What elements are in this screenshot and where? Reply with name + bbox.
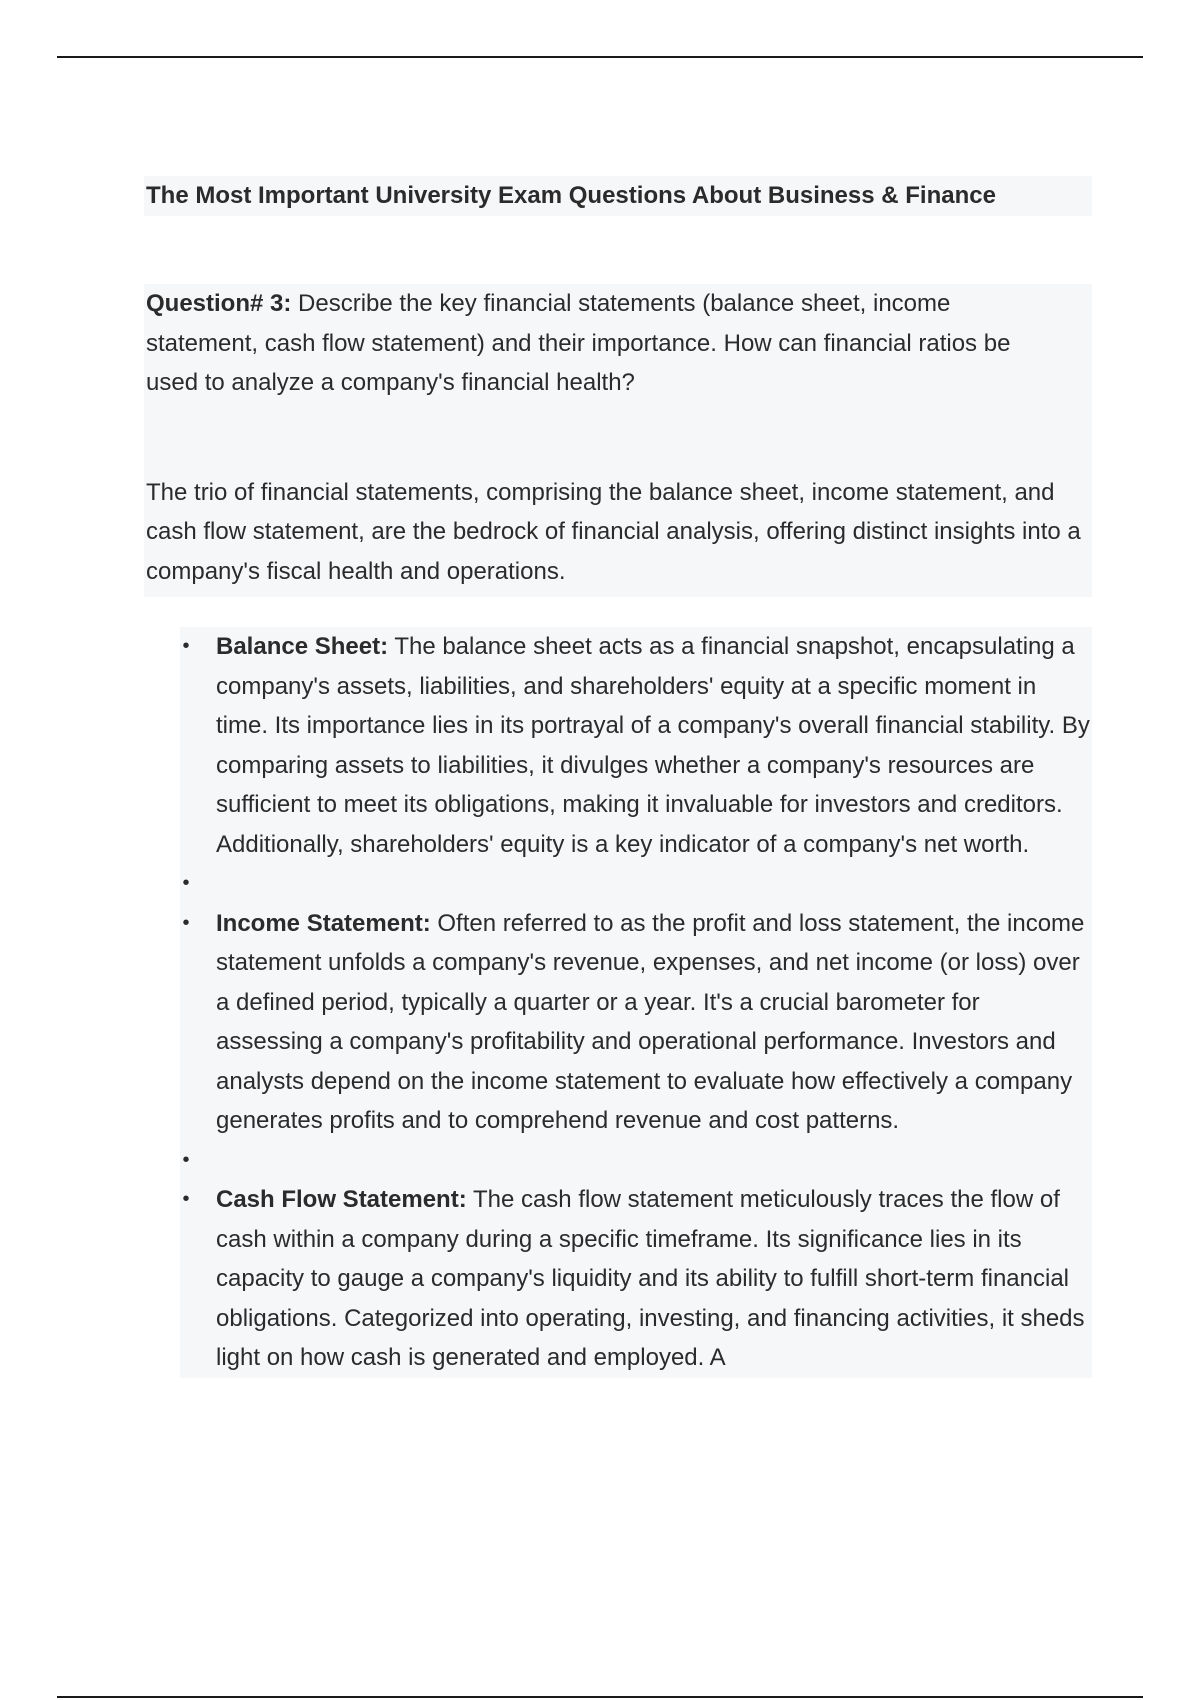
bullet-icon: • bbox=[182, 1188, 190, 1210]
footer-rule bbox=[57, 1696, 1143, 1698]
list-item-text: Often referred to as the profit and loss statement, the income statement unfolds a company's revenue, expenses, and net income (or loss) over a defined period, typically a quarter or a year. It's a crucial barometer for assessing a company's profitability and operational performance. Investors and analysts depend on the income statement to evaluate how effectively a company generates profits and to comprehend revenue and cost patterns. bbox=[216, 909, 1085, 1134]
bullet-icon: • bbox=[182, 1148, 190, 1171]
question-paragraph bbox=[146, 284, 1066, 403]
question-block bbox=[144, 284, 1092, 597]
bullet-icon: • bbox=[182, 635, 190, 657]
list-item-balance-sheet bbox=[180, 627, 1092, 864]
question-text: Describe the key financial statements (balance sheet, income statement, cash flow statement) and their importance. How can financial ratios be used to analyze a company's financial health? bbox=[146, 290, 1011, 396]
document-body bbox=[144, 176, 1092, 1378]
list-item-term: Income Statement: bbox=[216, 909, 431, 937]
bullet-icon: • bbox=[182, 911, 190, 934]
statement-list bbox=[180, 627, 1092, 1378]
list-item-empty bbox=[180, 1141, 1092, 1181]
list-item-income-statement bbox=[180, 904, 1092, 1141]
question-label: Question# 3: bbox=[146, 290, 292, 317]
list-item-term: Balance Sheet: bbox=[216, 633, 389, 660]
bullet-icon: • bbox=[182, 872, 190, 894]
list-item-text: The balance sheet acts as a financial snapshot, encapsulating a company's assets, liabilities, and shareholders' equity at a specific moment in time. Its importance lies in its portrayal of a company's overall financial stability. By comparing assets to liabilities, it divulges whether a company's resources are sufficient to meet its obligations, making it invaluable for investors and creditors. Additionally, shareholders' equity is a key indicator of a company's net worth. bbox=[216, 633, 1090, 858]
list-item-empty bbox=[180, 864, 1092, 904]
list-item-text: The cash flow statement meticulously traces the flow of cash within a company during a specific timeframe. Its significance lies in its capacity to gauge a company's liquidity and its ability to fulfill short-term financial obligations. Categorized into operating, investing, and financing activities, it sheds light on how cash is generated and employed. A bbox=[216, 1186, 1085, 1371]
list-item-term: Cash Flow Statement: bbox=[216, 1186, 467, 1213]
list-item-cash-flow-statement bbox=[180, 1180, 1092, 1378]
document-title: The Most Important University Exam Questions About Business & Finance bbox=[144, 176, 1092, 216]
intro-paragraph: The trio of financial statements, comprising the balance sheet, income statement, and cash flow statement, are the bedrock of financial analysis, offering distinct insights into a company's fiscal health and operations. bbox=[146, 478, 1081, 585]
header-rule bbox=[57, 56, 1143, 58]
paragraph-spacer bbox=[146, 403, 1090, 473]
